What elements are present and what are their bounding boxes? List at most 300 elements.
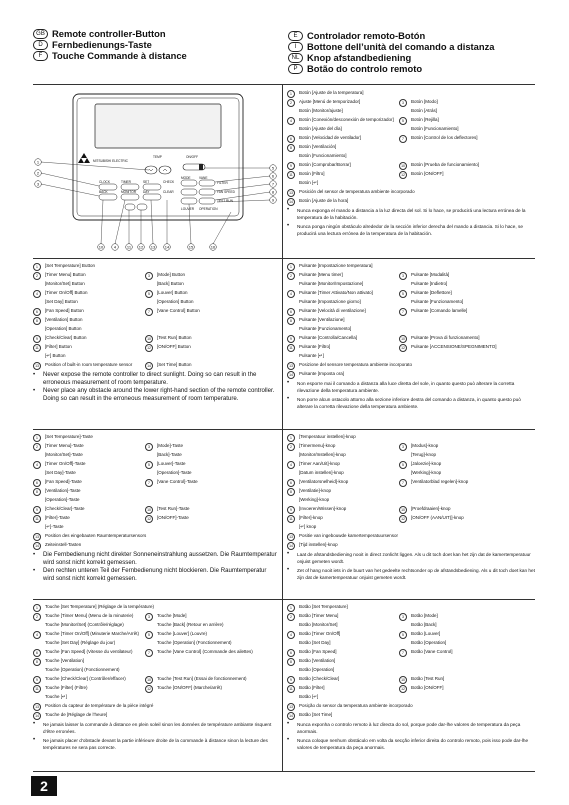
bullet-dot: •: [287, 380, 290, 386]
divider-3: [33, 599, 535, 600]
section-nl: [287, 433, 537, 582]
item-text: Botón [Funcionamiento]: [299, 153, 347, 158]
item-col-b: [399, 334, 511, 343]
btn-label-monitor: MONITOR: [121, 190, 136, 194]
item-col-a: [287, 316, 345, 325]
item-number: 8: [33, 488, 41, 496]
item-text: Pulsante [Indietro]: [411, 281, 448, 286]
item-number: 1: [33, 434, 41, 442]
item-col-a: [287, 370, 344, 379]
item-col-a: [33, 451, 145, 460]
item-number: 4: [33, 631, 41, 639]
item-col-a: [33, 684, 145, 693]
btn-label-set: SET: [143, 180, 150, 184]
caution-bullet: [287, 207, 537, 222]
caution-text: Zet of hang nooit iets in de buurt van het gedeelte rechtsonder op de afstandsbediening. Als u dit toch doet kan het zijn dat de kamertemperatuur onjuist gemeten wordt.: [297, 567, 535, 581]
item-text: Position du capteur de température de la pièce intégré: [45, 703, 154, 708]
item-col-b: [399, 107, 511, 116]
item-row: [33, 603, 279, 612]
item-text: Botón [Ajuste del día]: [299, 126, 342, 131]
item-number: 13: [33, 362, 41, 370]
item-number: 7: [145, 308, 153, 316]
item-text: Pulsante [Menu timer]: [299, 272, 343, 277]
caution-text: Nunca exponga el mando a distancia a la luz directa del sol. Si lo hace, se producirá una lectura errónea de la temperatura de la habitación.: [297, 208, 526, 221]
item-row: [287, 505, 537, 514]
item-col-a: [33, 603, 154, 612]
item-text: [Back]-Taste: [157, 452, 182, 457]
caution-bullet: [33, 567, 279, 582]
item-text: [Set Day] Button: [45, 299, 78, 304]
item-col-b: [145, 298, 257, 307]
caution-text: Die Fernbedienung nicht direkter Sonneneinstrahlung aussetzen. Die Raumtemperatur wird sonst nicht korrekt gemessen.: [43, 551, 277, 566]
item-col-a: [287, 343, 399, 352]
item-text: [Louver]-Taste: [157, 461, 186, 466]
item-row: [287, 621, 537, 630]
caution-bullet: [33, 371, 279, 386]
item-row: [33, 711, 279, 720]
item-row: [287, 316, 537, 325]
caution-text: Nunca ponga ningún obstáculo alrededor de la sección inferior derecha del mando a distancia. Si lo hace, se producirá una lectura errónea de la temperatura de la habitación.: [297, 223, 523, 237]
item-col-b: [145, 289, 257, 298]
item-text: Touche [Timer On/Off] (Minuterie Marche/Arrêt): [45, 631, 140, 636]
item-row: [287, 325, 537, 334]
item-text: Botão [Operation]: [299, 667, 335, 672]
item-text: Pulsante [Prova di funzionamento]: [411, 335, 480, 340]
item-row: [287, 134, 537, 143]
item-col-a: [287, 307, 399, 316]
item-number: 7: [399, 479, 407, 487]
item-number: 9: [287, 506, 295, 514]
item-text: [Set Temperature]-Taste: [45, 434, 93, 439]
item-text: [ON/OFF (AAN/UIT)]-knop: [411, 515, 464, 520]
item-text: Position of built-in room temperature sensor: [45, 362, 133, 367]
item-text: [Tijd instellen]-knop: [299, 542, 338, 547]
item-number: 14: [287, 542, 295, 550]
item-col-b: [399, 675, 511, 684]
item-text: Pulsante [↵]: [299, 353, 325, 358]
item-number: 9: [33, 676, 41, 684]
item-text: Touche [Set Day] (Réglage du jour): [45, 640, 116, 645]
item-number: 12: [145, 685, 153, 693]
item-row: [33, 469, 279, 478]
item-number: 14: [145, 362, 153, 370]
caution-bullet: [287, 396, 537, 411]
item-col-a: [287, 89, 364, 98]
item-text: [Temperatuur instellen]-knop: [299, 434, 356, 439]
item-number: 4: [287, 290, 295, 298]
item-text: Touche [Louver] (Louvre): [157, 631, 208, 636]
caution-bullet: [287, 551, 537, 566]
item-col-a: [33, 693, 67, 702]
item-number: 5: [145, 631, 153, 639]
item-col-a: [287, 170, 399, 179]
item-text: Position des eingebauten Raumtemperatursensors: [45, 533, 147, 538]
item-number: 11: [287, 344, 295, 352]
item-row: [33, 487, 279, 496]
item-number: 12: [145, 344, 153, 352]
item-col-b: [399, 298, 511, 307]
item-text: [Louver] Button: [157, 290, 188, 295]
item-number: 4: [33, 461, 41, 469]
bullet-dot: •: [33, 736, 36, 743]
item-row: [287, 125, 537, 134]
item-text: Botão [Set Time]: [299, 712, 333, 717]
item-text: Botón [Prueba de funcionamiento]: [411, 162, 480, 167]
callout-11: 11: [126, 244, 132, 250]
item-col-a: [287, 352, 324, 361]
caution-text: Laat de afstandsbediening nooit in direct zonlicht liggen. Als u dit toch doet kan het zijn dat de kamertemperatuur onjuist gemeten wordt.: [297, 552, 531, 565]
item-number: 5: [399, 290, 407, 298]
item-number: 14: [287, 371, 295, 379]
item-text: [Operation]-Taste: [157, 470, 192, 475]
section-d: [33, 433, 279, 582]
lang-tag-e: E: [288, 31, 303, 41]
item-col-b: [399, 280, 511, 289]
item-col-a: [287, 325, 351, 334]
item-text: [Ventilatie]-knop: [299, 488, 332, 493]
item-col-b: [145, 451, 257, 460]
item-text: Touche [Test Run] (Essai de fonctionnement): [157, 676, 247, 681]
item-row: [287, 107, 537, 116]
item-col-b: [399, 684, 511, 693]
item-col-a: [33, 352, 66, 361]
item-row: [287, 442, 537, 451]
item-row: [33, 343, 279, 352]
item-col-b: [399, 478, 511, 487]
item-text: [Set Time] Button: [157, 362, 192, 367]
item-number: 10: [399, 162, 407, 170]
item-text: [Werking]-knop: [411, 470, 442, 475]
item-text: Touche [Filter] (Filtre): [45, 685, 88, 690]
item-number: 13: [287, 703, 295, 711]
item-row: [287, 197, 537, 206]
item-text: [Werking]-knop: [299, 497, 330, 502]
item-row: [287, 675, 537, 684]
item-number: 11: [33, 515, 41, 523]
item-text: [Ventilatorblad regelen]-knop: [411, 479, 469, 484]
item-text: Touche [ON/OFF] (Marche/arrêt): [157, 685, 223, 690]
item-col-a: [287, 657, 335, 666]
item-col-b: [145, 648, 257, 657]
item-text: [Terug]-knop: [411, 452, 437, 457]
item-row: [33, 523, 279, 532]
title-nl: Knop afstandbediening: [307, 52, 412, 63]
item-row: [287, 98, 537, 107]
time-up-button: [125, 204, 135, 210]
item-text: Botão [Ventilation]: [299, 658, 336, 663]
bullet-dot: •: [287, 736, 290, 743]
item-row: [33, 271, 279, 280]
section-p: [287, 603, 537, 752]
item-col-b: [145, 684, 257, 693]
item-number: 2: [287, 613, 295, 621]
item-row: [33, 325, 279, 334]
item-row: [287, 460, 537, 469]
item-col-a: [33, 514, 145, 523]
item-text: Pulsante [Funzionamento]: [299, 326, 352, 331]
caution-text: Den rechten unteren Teil der Fernbedienung nicht blockieren. Die Raumtemperatur wird sonst nicht korrekt gemessen.: [43, 567, 267, 582]
item-number: 12: [145, 515, 153, 523]
item-row: [33, 289, 279, 298]
item-number: 11: [287, 685, 295, 693]
caution-text: Ne jamais laisser la commande à distance en plein soleil sinon les données de température ambiante risquent d’être erronées.: [43, 722, 272, 735]
item-row: [287, 170, 537, 179]
item-text: [Proefdraaien]-knop: [411, 506, 451, 511]
item-text: Botón [Control de los deflectores]: [411, 135, 478, 140]
item-text: Botão [Filter]: [299, 685, 325, 690]
item-number: 2: [287, 443, 295, 451]
item-col-a: [33, 442, 145, 451]
item-col-a: [33, 523, 64, 532]
item-col-a: [33, 343, 145, 352]
item-col-a: [287, 639, 399, 648]
header-right: [288, 30, 495, 74]
item-number: 8: [33, 317, 41, 325]
item-row: [33, 496, 279, 505]
item-row: [287, 541, 537, 550]
item-text: Touche de [Réglage de l’heure]: [45, 712, 108, 717]
page-number: 2: [31, 776, 57, 796]
item-text: [Timer Aan/Uit]-knop: [299, 461, 340, 466]
item-number: 11: [287, 171, 295, 179]
item-row: [287, 116, 537, 125]
item-col-a: [287, 603, 348, 612]
item-number: 1: [287, 263, 295, 271]
item-col-a: [33, 478, 145, 487]
item-number: 13: [33, 533, 41, 541]
item-col-b: [145, 639, 257, 648]
item-text: Botão [Check/Clear]: [299, 676, 340, 681]
item-row: [287, 496, 537, 505]
item-row: [33, 478, 279, 487]
item-text: Touche [Check/Clear] (Contrôler/effacer): [45, 676, 126, 681]
item-col-b: [399, 442, 511, 451]
title-e: Controlador remoto-Botón: [307, 30, 426, 41]
btn-label-clock: CLOCK: [99, 180, 110, 184]
item-col-a: [287, 152, 347, 161]
item-col-a: [287, 487, 331, 496]
item-text: [Mode] Button: [157, 272, 186, 277]
callout-4: 4: [113, 244, 117, 250]
btn-label-day: DAY: [143, 190, 150, 194]
item-text: [Operation] Button: [45, 326, 82, 331]
lang-tag-gb: GB: [33, 29, 48, 39]
item-row: [33, 316, 279, 325]
item-text: Botão [Set Temperature]: [299, 604, 348, 609]
caution-text: Non esporre mai il comando a distanza alla luce diretta del sole, in quanto questo può alterare la corretta rilevazione della temperatura ambiente.: [297, 381, 515, 394]
item-number: 12: [399, 171, 407, 179]
item-number: 1: [287, 604, 295, 612]
item-text: Pulsante [Comando lamelle]: [411, 308, 468, 313]
item-text: [↵] Button: [45, 353, 66, 358]
bullet-dot: •: [33, 387, 36, 395]
item-number: 6: [33, 308, 41, 316]
item-col-a: [287, 361, 412, 370]
caution-text: Nunca exponha o controlo remoto à luz directa do sol, porque pode dar-lhe valores de temperatura da peça anormais.: [297, 722, 521, 735]
item-number: 13: [287, 362, 295, 370]
item-col-a: [287, 161, 399, 170]
item-row: [287, 152, 537, 161]
lang-tag-p: P: [288, 64, 303, 74]
item-row: [33, 541, 279, 550]
section-gb: [33, 262, 279, 402]
operation-lamp: [199, 164, 203, 170]
item-number: 2: [33, 443, 41, 451]
divider-bottom: [33, 771, 535, 772]
item-number: 5: [399, 631, 407, 639]
item-row: [33, 514, 279, 523]
item-row: [33, 433, 279, 442]
item-row: [33, 280, 279, 289]
item-text: Pulsante [Timer Attivato/Non attivato]: [299, 290, 373, 295]
lang-tag-nl: NL: [288, 53, 303, 63]
item-col-a: [33, 639, 145, 648]
item-number: 10: [399, 335, 407, 343]
caution-text: Non porre alcun ostacolo attorno alla sezione inferiore destra del comando a distanza, in quanto questo può alterare la corretta rilevazione della temperatura ambiente.: [297, 396, 521, 410]
item-col-a: [33, 711, 107, 720]
item-text: Botón [↵]: [299, 180, 319, 185]
item-text: [Timer On/Off] Button: [45, 290, 88, 295]
item-row: [287, 280, 537, 289]
callout-7: 7: [271, 181, 275, 187]
item-text: [Operation] Button: [157, 299, 194, 304]
divider-top: [33, 84, 535, 85]
item-number: 12: [399, 515, 407, 523]
item-number: 3: [399, 272, 407, 280]
item-col-b: [399, 98, 511, 107]
item-col-b: [399, 621, 511, 630]
caution-bullet: [287, 737, 537, 752]
item-number: 10: [399, 506, 407, 514]
item-col-b: [145, 514, 257, 523]
item-number: 7: [399, 649, 407, 657]
item-col-a: [33, 280, 145, 289]
item-text: Touche [Monitor/Set] (Contrôle/réglage): [45, 622, 124, 627]
item-text: Botón [Ajuste de la hora]: [299, 198, 349, 203]
item-col-a: [287, 621, 399, 630]
item-text: Botão [Timer On/Off]: [299, 631, 341, 636]
item-text: Botão [Test Run]: [411, 676, 445, 681]
item-text: [Filter]-Taste: [45, 515, 70, 520]
item-col-a: [287, 143, 336, 152]
item-col-a: [33, 541, 81, 550]
temp-label: TEMP: [153, 155, 162, 159]
item-number: 6: [33, 479, 41, 487]
item-col-b: [145, 630, 257, 639]
item-text: Touche [↵]: [45, 694, 68, 699]
item-number: 7: [145, 649, 153, 657]
section-e: [287, 89, 537, 238]
item-row: [287, 630, 537, 639]
item-text: Botón [Modo]: [411, 99, 438, 104]
item-col-a: [33, 298, 145, 307]
item-number: 9: [287, 676, 295, 684]
item-col-a: [287, 460, 399, 469]
item-col-a: [287, 262, 373, 271]
btn-label-check: CHECK: [163, 180, 175, 184]
section-f: [33, 603, 279, 752]
item-col-b: [145, 307, 257, 316]
item-text: [Timer On/Off]-Taste: [45, 461, 86, 466]
item-row: [287, 487, 537, 496]
item-text: Pulsante [Modalità]: [411, 272, 450, 277]
item-text: [Timermenu]-knop: [299, 443, 336, 448]
item-text: Zeiteinstell-Tasten: [45, 542, 82, 547]
item-row: [33, 532, 279, 541]
vane-button: [181, 189, 197, 195]
brand-text: MITSUBISHI ELECTRIC: [93, 159, 128, 163]
item-text: [Back] Button: [157, 281, 184, 286]
item-text: Touche [Fan Speed] (Vitesse du ventilateur): [45, 649, 133, 654]
item-col-a: [33, 496, 80, 505]
item-text: Botón [ON/OFF]: [411, 171, 444, 176]
item-col-b: [399, 161, 511, 170]
item-row: [287, 89, 537, 98]
item-row: [33, 621, 279, 630]
item-text: [Fan Speed] Button: [45, 308, 84, 313]
item-col-b: [145, 271, 257, 280]
item-row: [33, 639, 279, 648]
item-row: [287, 179, 537, 188]
item-col-b: [399, 307, 511, 316]
item-text: Botón [Velocidad de ventilador]: [299, 135, 362, 140]
item-col-b: [399, 170, 511, 179]
item-number: 6: [33, 649, 41, 657]
item-row: [287, 161, 537, 170]
item-number: 12: [399, 685, 407, 693]
item-col-a: [287, 532, 398, 541]
item-number: 5: [399, 117, 407, 125]
item-col-a: [33, 460, 145, 469]
item-row: [33, 702, 279, 711]
item-text: [Ventilation]-Taste: [45, 488, 81, 493]
item-row: [287, 532, 537, 541]
item-text: Botão [Vane Control]: [411, 649, 453, 654]
lang-tag-f: F: [33, 51, 48, 61]
item-col-a: [287, 98, 399, 107]
callout-16: 16: [210, 244, 216, 250]
bullet-dot: •: [287, 207, 290, 213]
item-text: [Test Run]-Taste: [157, 506, 190, 511]
item-col-a: [287, 666, 334, 675]
item-col-a: [33, 271, 145, 280]
item-text: [ON/OFF] Button: [157, 344, 191, 349]
item-number: 4: [287, 631, 295, 639]
item-text: [Filter] Button: [45, 344, 72, 349]
item-number: 14: [287, 712, 295, 720]
item-text: [Mode]-Taste: [157, 443, 184, 448]
item-number: 9: [287, 335, 295, 343]
item-col-a: [287, 280, 399, 289]
center-divider: [282, 84, 283, 771]
item-row: [287, 334, 537, 343]
item-col-a: [287, 298, 399, 307]
item-text: [Monitor/Set]-Taste: [45, 452, 83, 457]
item-number: 1: [287, 90, 295, 98]
item-number: 10: [399, 676, 407, 684]
caution-bullet: [287, 223, 537, 238]
item-number: 11: [287, 515, 295, 523]
item-row: [287, 361, 537, 370]
item-col-a: [287, 469, 399, 478]
caution-text: Ne jamais placer d’obstacle devant la partie inférieure droite de la commande à distance sinon la lecture des températures ne sera pas correcte.: [43, 737, 268, 751]
onoff-label: ON/OFF: [186, 155, 199, 159]
item-number: 4: [33, 290, 41, 298]
mode-button: [181, 180, 197, 186]
item-text: Botón [Conexión/desconexión de temporizador]: [299, 117, 394, 122]
caution-bullet: [287, 380, 537, 395]
item-number: 8: [33, 658, 41, 666]
